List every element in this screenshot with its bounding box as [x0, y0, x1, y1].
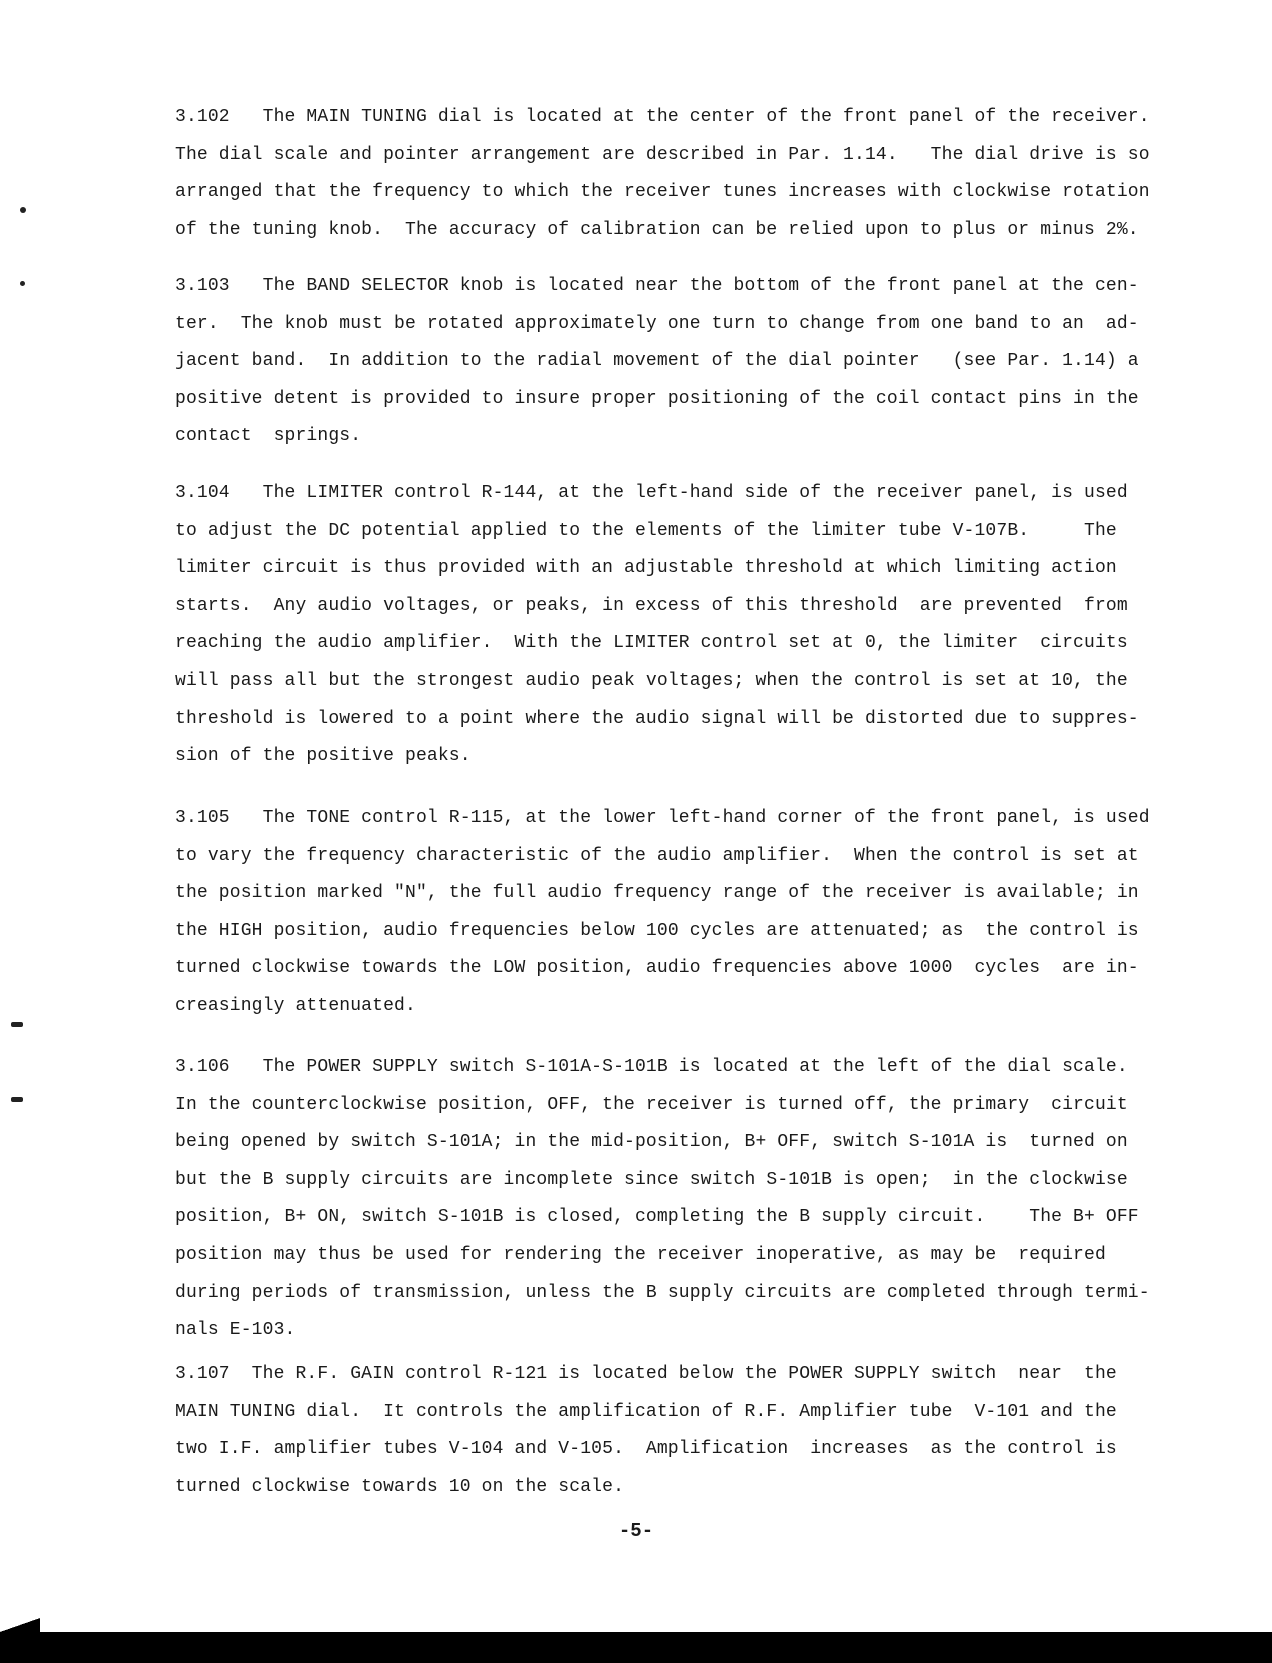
text-line: but the B supply circuits are incomplete since switch S-101B is open; in the clockwise — [175, 1169, 1128, 1190]
text-line: positive detent is provided to insure proper positioning of the coil contact pins in the — [175, 388, 1139, 409]
text-line: 3.105 The TONE control R-115, at the lower left-hand corner of the front panel, is used — [175, 808, 1150, 828]
text-line: reaching the audio amplifier. With the LIMITER control set at 0, the limiter circuits — [175, 633, 1128, 654]
text-line: the position marked "N", the full audio frequency range of the receiver is available; in — [175, 883, 1139, 904]
paragraph-3-104 — [175, 475, 1185, 776]
text-line: of the tuning knob. The accuracy of calibration can be relied upon to plus or minus 2%. — [175, 219, 1139, 240]
text-line: jacent band. In addition to the radial movement of the dial pointer (see Par. 1.14) a — [175, 351, 1139, 372]
text-line: sion of the positive peaks. — [175, 746, 471, 767]
margin-punch-mark — [20, 281, 25, 286]
text-line: being opened by switch S-101A; in the mid-position, B+ OFF, switch S-101A is turned on — [175, 1132, 1128, 1153]
margin-punch-mark — [20, 207, 26, 213]
text-line: 3.103 The BAND SELECTOR knob is located near the bottom of the front panel at the cen- — [175, 276, 1139, 296]
text-line: position may thus be used for rendering the receiver inoperative, as may be required — [175, 1244, 1106, 1265]
paragraph-3-102 — [175, 99, 1185, 249]
text-line: The dial scale and pointer arrangement are described in Par. 1.14. The dial drive is so — [175, 144, 1150, 165]
text-line: 3.107 The R.F. GAIN control R-121 is located below the POWER SUPPLY switch near the — [175, 1364, 1117, 1384]
margin-punch-mark — [11, 1097, 23, 1102]
text-line: nals E-103. — [175, 1320, 296, 1341]
text-line: during periods of transmission, unless the B supply circuits are completed through termi- — [175, 1282, 1150, 1303]
margin-punch-mark — [11, 1022, 23, 1027]
text-line: arranged that the frequency to which the receiver tunes increases with clockwise rotation — [175, 182, 1150, 203]
text-line: will pass all but the strongest audio peak voltages; when the control is set at 10, the — [175, 670, 1128, 691]
text-line: starts. Any audio voltages, or peaks, in excess of this threshold are prevented from — [175, 595, 1128, 616]
text-line: two I.F. amplifier tubes V-104 and V-105. Amplification increases as the control is — [175, 1439, 1117, 1460]
text-line: turned clockwise towards the LOW position, audio frequencies above 1000 cycles are in- — [175, 958, 1139, 979]
paragraph-3-105 — [175, 800, 1185, 1026]
text-line: MAIN TUNING dial. It controls the amplification of R.F. Amplifier tube V-101 and the — [175, 1401, 1117, 1422]
text-line: to vary the frequency characteristic of the audio amplifier. When the control is set at — [175, 845, 1139, 866]
scan-edge-bar — [0, 1632, 1272, 1663]
text-line: position, B+ ON, switch S-101B is closed, completing the B supply circuit. The B+ OFF — [175, 1207, 1139, 1228]
text-line: 3.102 The MAIN TUNING dial is located at the center of the front panel of the receiver. — [175, 107, 1150, 127]
page-number: -5- — [618, 1520, 654, 1542]
text-line: creasingly attenuated. — [175, 995, 416, 1016]
paragraph-3-106 — [175, 1049, 1185, 1350]
text-line: the HIGH position, audio frequencies below 100 cycles are attenuated; as the control is — [175, 920, 1139, 941]
text-line: ter. The knob must be rotated approximately one turn to change from one band to an ad- — [175, 313, 1139, 334]
text-line: to adjust the DC potential applied to the elements of the limiter tube V-107B. The — [175, 520, 1117, 541]
paragraph-3-103 — [175, 268, 1185, 456]
text-line: limiter circuit is thus provided with an adjustable threshold at which limiting action — [175, 558, 1117, 579]
text-line: turned clockwise towards 10 on the scale. — [175, 1476, 625, 1497]
text-line: 3.106 The POWER SUPPLY switch S-101A-S-101B is located at the left of the dial scale. — [175, 1057, 1128, 1077]
paragraph-3-107 — [175, 1356, 1185, 1506]
text-line: contact springs. — [175, 426, 362, 447]
scan-edge-shadow — [0, 1618, 40, 1632]
text-line: In the counterclockwise position, OFF, the receiver is turned off, the primary circuit — [175, 1094, 1128, 1115]
text-line: 3.104 The LIMITER control R-144, at the left-hand side of the receiver panel, is used — [175, 483, 1128, 503]
text-line: threshold is lowered to a point where the audio signal will be distorted due to suppres- — [175, 708, 1139, 729]
